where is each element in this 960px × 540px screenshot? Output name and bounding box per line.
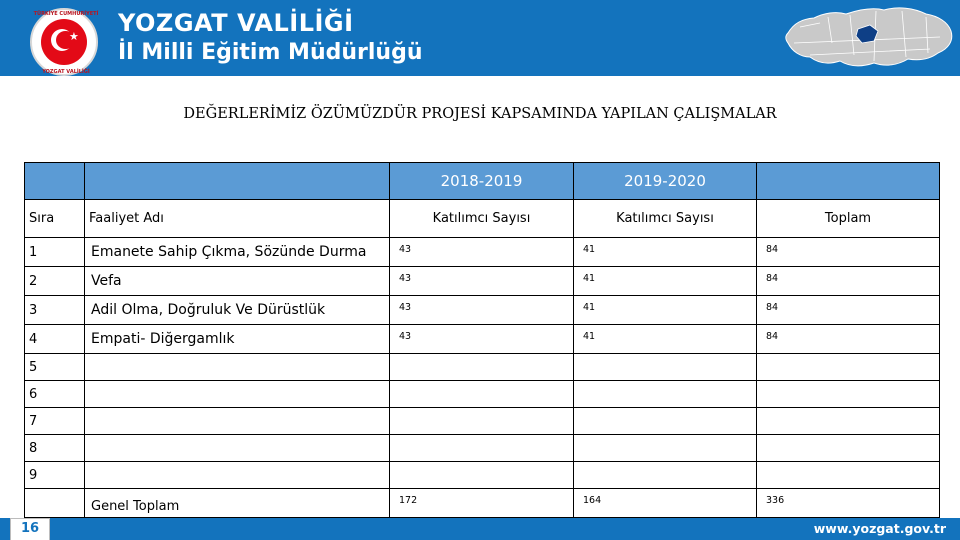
total-label: Genel Toplam xyxy=(85,489,390,518)
row-sira: 9 xyxy=(25,462,85,489)
row-count-2018: 43 xyxy=(390,238,574,267)
row-sira: 2 xyxy=(25,267,85,296)
row-activity-name: Adil Olma, Doğruluk Ve Dürüstlük xyxy=(85,296,390,325)
col-header-katilimci-1: Katılımcı Sayısı xyxy=(390,200,574,238)
row-total xyxy=(757,462,940,489)
row-count-2019: 41 xyxy=(574,296,757,325)
table-row xyxy=(25,325,940,354)
table-row xyxy=(25,238,940,267)
turkey-map-icon xyxy=(780,3,955,73)
row-count-2019: 41 xyxy=(574,325,757,354)
row-activity-name: Vefa xyxy=(85,267,390,296)
row-count-2018 xyxy=(390,354,574,381)
col-header-faaliyet: Faaliyet Adı xyxy=(85,200,390,238)
table-row xyxy=(25,296,940,325)
table-row xyxy=(25,462,940,489)
activities-table xyxy=(24,162,940,518)
logo-text-bottom: YOZGAT VALİLİĞİ xyxy=(42,69,90,75)
row-count-2018: 43 xyxy=(390,325,574,354)
header-cell-blank xyxy=(25,163,85,200)
row-total: 84 xyxy=(757,296,940,325)
row-count-2019 xyxy=(574,381,757,408)
page-title: DEĞERLERİMİZ ÖZÜMÜZDÜR PROJESİ KAPSAMINDA YAPILAN ÇALIŞMALAR xyxy=(183,106,777,122)
total-count-2019: 164 xyxy=(574,489,757,518)
row-count-2019: 41 xyxy=(574,238,757,267)
row-sira: 1 xyxy=(25,238,85,267)
table-row xyxy=(25,435,940,462)
crescent-star-icon: ★ xyxy=(41,19,87,65)
row-sira: 3 xyxy=(25,296,85,325)
footer-bar xyxy=(0,518,960,540)
row-count-2019: 41 xyxy=(574,267,757,296)
row-activity-name xyxy=(85,435,390,462)
row-total: 84 xyxy=(757,325,940,354)
grand-total: 336 xyxy=(757,489,940,518)
row-count-2018: 43 xyxy=(390,267,574,296)
footer-website-link[interactable]: www.yozgat.gov.tr xyxy=(813,521,946,536)
row-total xyxy=(757,381,940,408)
col-header-katilimci-2: Katılımcı Sayısı xyxy=(574,200,757,238)
row-sira: 4 xyxy=(25,325,85,354)
row-count-2018: 43 xyxy=(390,296,574,325)
row-activity-name xyxy=(85,354,390,381)
row-activity-name: Emanete Sahip Çıkma, Sözünde Durma xyxy=(85,238,390,267)
header-title: YOZGAT VALİLİĞİ xyxy=(118,9,354,37)
year-header-2018: 2018-2019 xyxy=(390,163,574,200)
row-count-2018 xyxy=(390,435,574,462)
col-header-toplam: Toplam xyxy=(757,200,940,238)
year-header-2019: 2019-2020 xyxy=(574,163,757,200)
row-sira: 6 xyxy=(25,381,85,408)
table-row xyxy=(25,267,940,296)
col-header-sira: Sıra xyxy=(25,200,85,238)
total-sira-blank xyxy=(25,489,85,518)
header-cell-blank xyxy=(85,163,390,200)
total-row xyxy=(25,489,940,518)
row-count-2018 xyxy=(390,381,574,408)
header-cell-blank xyxy=(757,163,940,200)
logo-text-top: TÜRKİYE CUMHURİYETİ xyxy=(33,11,99,17)
governorship-logo xyxy=(30,8,98,76)
row-activity-name xyxy=(85,408,390,435)
row-count-2019 xyxy=(574,354,757,381)
row-count-2019 xyxy=(574,462,757,489)
header-bar xyxy=(0,0,960,76)
row-activity-name xyxy=(85,381,390,408)
row-total xyxy=(757,435,940,462)
row-sira: 7 xyxy=(25,408,85,435)
row-count-2019 xyxy=(574,408,757,435)
row-count-2019 xyxy=(574,435,757,462)
header-subtitle: İl Milli Eğitim Müdürlüğü xyxy=(118,40,423,65)
row-sira: 8 xyxy=(25,435,85,462)
row-sira: 5 xyxy=(25,354,85,381)
row-total xyxy=(757,354,940,381)
row-count-2018 xyxy=(390,462,574,489)
row-total: 84 xyxy=(757,238,940,267)
column-header-row xyxy=(25,200,940,238)
row-activity-name: Empati- Diğergamlık xyxy=(85,325,390,354)
table-row xyxy=(25,408,940,435)
row-total: 84 xyxy=(757,267,940,296)
total-count-2018: 172 xyxy=(390,489,574,518)
row-activity-name xyxy=(85,462,390,489)
table-row xyxy=(25,381,940,408)
row-total xyxy=(757,408,940,435)
table-row xyxy=(25,354,940,381)
row-count-2018 xyxy=(390,408,574,435)
year-header-row xyxy=(25,163,940,200)
page-number: 16 xyxy=(10,518,50,540)
